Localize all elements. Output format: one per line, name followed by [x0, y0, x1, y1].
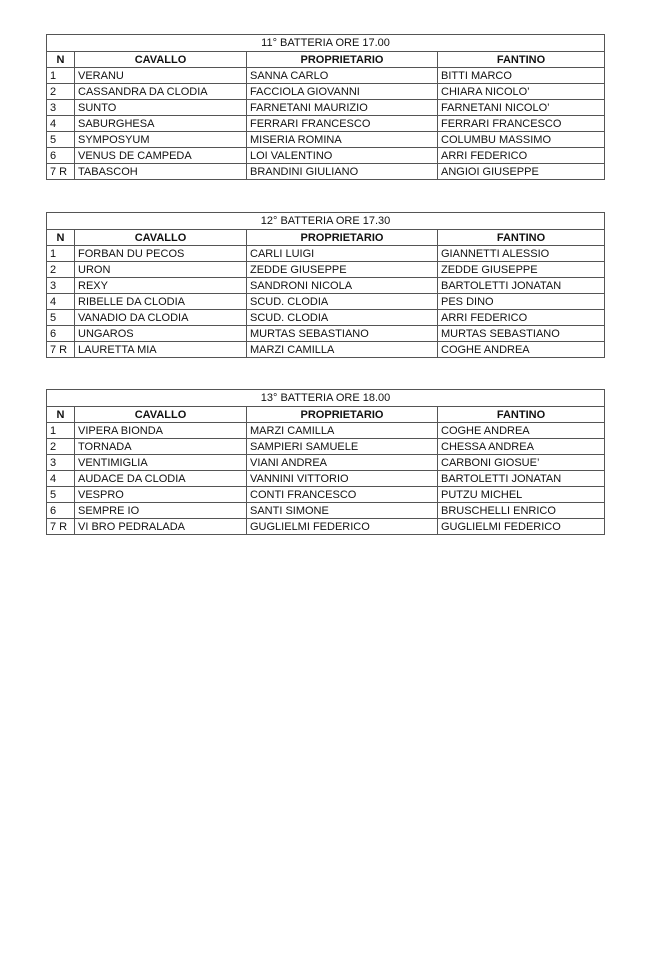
cell-horse: TABASCOH	[75, 164, 247, 180]
cell-jockey: FARNETANI NICOLO’	[438, 100, 605, 116]
cell-n: 5	[47, 310, 75, 326]
cell-n: 1	[47, 68, 75, 84]
cell-horse: AUDACE DA CLODIA	[75, 471, 247, 487]
table-row	[47, 84, 605, 100]
cell-jockey: BRUSCHELLI ENRICO	[438, 503, 605, 519]
cell-horse: VESPRO	[75, 487, 247, 503]
heat-table-11	[46, 34, 605, 180]
column-header-row	[47, 407, 605, 423]
table-row	[47, 310, 605, 326]
cell-horse: FORBAN DU PECOS	[75, 246, 247, 262]
cell-owner: BRANDINI GIULIANO	[247, 164, 438, 180]
cell-jockey: BARTOLETTI JONATAN	[438, 471, 605, 487]
cell-owner: SCUD. CLODIA	[247, 294, 438, 310]
cell-horse: SEMPRE IO	[75, 503, 247, 519]
cell-jockey: CARBONI GIOSUE’	[438, 455, 605, 471]
cell-owner: ZEDDE GIUSEPPE	[247, 262, 438, 278]
cell-horse: CASSANDRA DA CLODIA	[75, 84, 247, 100]
cell-owner: MARZI CAMILLA	[247, 342, 438, 358]
cell-owner: GUGLIELMI FEDERICO	[247, 519, 438, 535]
cell-n: 3	[47, 100, 75, 116]
cell-jockey: COGHE ANDREA	[438, 342, 605, 358]
table-row	[47, 342, 605, 358]
table-row	[47, 423, 605, 439]
column-header-row	[47, 52, 605, 68]
heat-table-12	[46, 212, 605, 358]
table-row	[47, 471, 605, 487]
cell-n: 6	[47, 148, 75, 164]
cell-jockey: ANGIOI GIUSEPPE	[438, 164, 605, 180]
cell-n: 7 R	[47, 519, 75, 535]
cell-horse: LAURETTA MIA	[75, 342, 247, 358]
cell-horse: VENTIMIGLIA	[75, 455, 247, 471]
cell-owner: VIANI ANDREA	[247, 455, 438, 471]
table-row	[47, 439, 605, 455]
cell-horse: VERANU	[75, 68, 247, 84]
table-row	[47, 132, 605, 148]
heat-table-13	[46, 389, 605, 535]
table-row	[47, 455, 605, 471]
cell-owner: MURTAS SEBASTIANO	[247, 326, 438, 342]
header-n: N	[47, 230, 75, 246]
cell-n: 4	[47, 471, 75, 487]
header-horse: CAVALLO	[75, 407, 247, 423]
cell-jockey: COGHE ANDREA	[438, 423, 605, 439]
header-jockey: FANTINO	[438, 52, 605, 68]
table-row	[47, 68, 605, 84]
cell-n: 6	[47, 326, 75, 342]
cell-owner: CONTI FRANCESCO	[247, 487, 438, 503]
table-row	[47, 116, 605, 132]
cell-horse: REXY	[75, 278, 247, 294]
cell-horse: VIPERA BIONDA	[75, 423, 247, 439]
cell-n: 3	[47, 455, 75, 471]
cell-jockey: PES DINO	[438, 294, 605, 310]
cell-jockey: ARRI FEDERICO	[438, 310, 605, 326]
cell-n: 5	[47, 132, 75, 148]
header-owner: PROPRIETARIO	[247, 230, 438, 246]
cell-horse: VANADIO DA CLODIA	[75, 310, 247, 326]
header-horse: CAVALLO	[75, 230, 247, 246]
cell-n: 2	[47, 262, 75, 278]
cell-owner: MISERIA ROMINA	[247, 132, 438, 148]
table-row	[47, 100, 605, 116]
header-owner: PROPRIETARIO	[247, 52, 438, 68]
table-row	[47, 503, 605, 519]
cell-horse: SUNTO	[75, 100, 247, 116]
table-row	[47, 246, 605, 262]
cell-horse: SYMPOSYUM	[75, 132, 247, 148]
table-row	[47, 164, 605, 180]
cell-jockey: GIANNETTI ALESSIO	[438, 246, 605, 262]
cell-horse: UNGAROS	[75, 326, 247, 342]
cell-jockey: GUGLIELMI FEDERICO	[438, 519, 605, 535]
cell-horse: TORNADA	[75, 439, 247, 455]
cell-horse: VENUS DE CAMPEDA	[75, 148, 247, 164]
cell-owner: SANNA CARLO	[247, 68, 438, 84]
heat-title: 11° BATTERIA ORE 17.00	[47, 35, 605, 52]
heat-title: 12° BATTERIA ORE 17.30	[47, 213, 605, 230]
cell-owner: FACCIOLA GIOVANNI	[247, 84, 438, 100]
cell-n: 2	[47, 84, 75, 100]
header-n: N	[47, 52, 75, 68]
cell-owner: SAMPIERI SAMUELE	[247, 439, 438, 455]
cell-jockey: ZEDDE GIUSEPPE	[438, 262, 605, 278]
table-row	[47, 148, 605, 164]
header-jockey: FANTINO	[438, 407, 605, 423]
cell-horse: URON	[75, 262, 247, 278]
cell-n: 1	[47, 246, 75, 262]
cell-n: 3	[47, 278, 75, 294]
cell-jockey: PUTZU MICHEL	[438, 487, 605, 503]
cell-jockey: ARRI FEDERICO	[438, 148, 605, 164]
table-row	[47, 519, 605, 535]
cell-owner: SANDRONI NICOLA	[247, 278, 438, 294]
cell-owner: LOI VALENTINO	[247, 148, 438, 164]
cell-owner: MARZI CAMILLA	[247, 423, 438, 439]
cell-owner: VANNINI VITTORIO	[247, 471, 438, 487]
table-row	[47, 326, 605, 342]
table-row	[47, 487, 605, 503]
cell-owner: SCUD. CLODIA	[247, 310, 438, 326]
cell-horse: SABURGHESA	[75, 116, 247, 132]
cell-owner: FERRARI FRANCESCO	[247, 116, 438, 132]
cell-jockey: MURTAS SEBASTIANO	[438, 326, 605, 342]
cell-owner: FARNETANI MAURIZIO	[247, 100, 438, 116]
cell-horse: VI BRO PEDRALADA	[75, 519, 247, 535]
table-row	[47, 262, 605, 278]
cell-n: 4	[47, 116, 75, 132]
cell-jockey: CHESSA ANDREA	[438, 439, 605, 455]
header-jockey: FANTINO	[438, 230, 605, 246]
column-header-row	[47, 230, 605, 246]
cell-owner: SANTI SIMONE	[247, 503, 438, 519]
header-n: N	[47, 407, 75, 423]
cell-jockey: FERRARI FRANCESCO	[438, 116, 605, 132]
cell-n: 5	[47, 487, 75, 503]
cell-horse: RIBELLE DA CLODIA	[75, 294, 247, 310]
table-row	[47, 278, 605, 294]
table-row	[47, 294, 605, 310]
cell-n: 6	[47, 503, 75, 519]
cell-n: 1	[47, 423, 75, 439]
cell-jockey: CHIARA NICOLO’	[438, 84, 605, 100]
cell-jockey: BITTI MARCO	[438, 68, 605, 84]
cell-jockey: COLUMBU MASSIMO	[438, 132, 605, 148]
header-owner: PROPRIETARIO	[247, 407, 438, 423]
cell-jockey: BARTOLETTI JONATAN	[438, 278, 605, 294]
cell-n: 2	[47, 439, 75, 455]
heat-title: 13° BATTERIA ORE 18.00	[47, 390, 605, 407]
header-horse: CAVALLO	[75, 52, 247, 68]
cell-n: 4	[47, 294, 75, 310]
cell-n: 7 R	[47, 342, 75, 358]
cell-owner: CARLI LUIGI	[247, 246, 438, 262]
cell-n: 7 R	[47, 164, 75, 180]
